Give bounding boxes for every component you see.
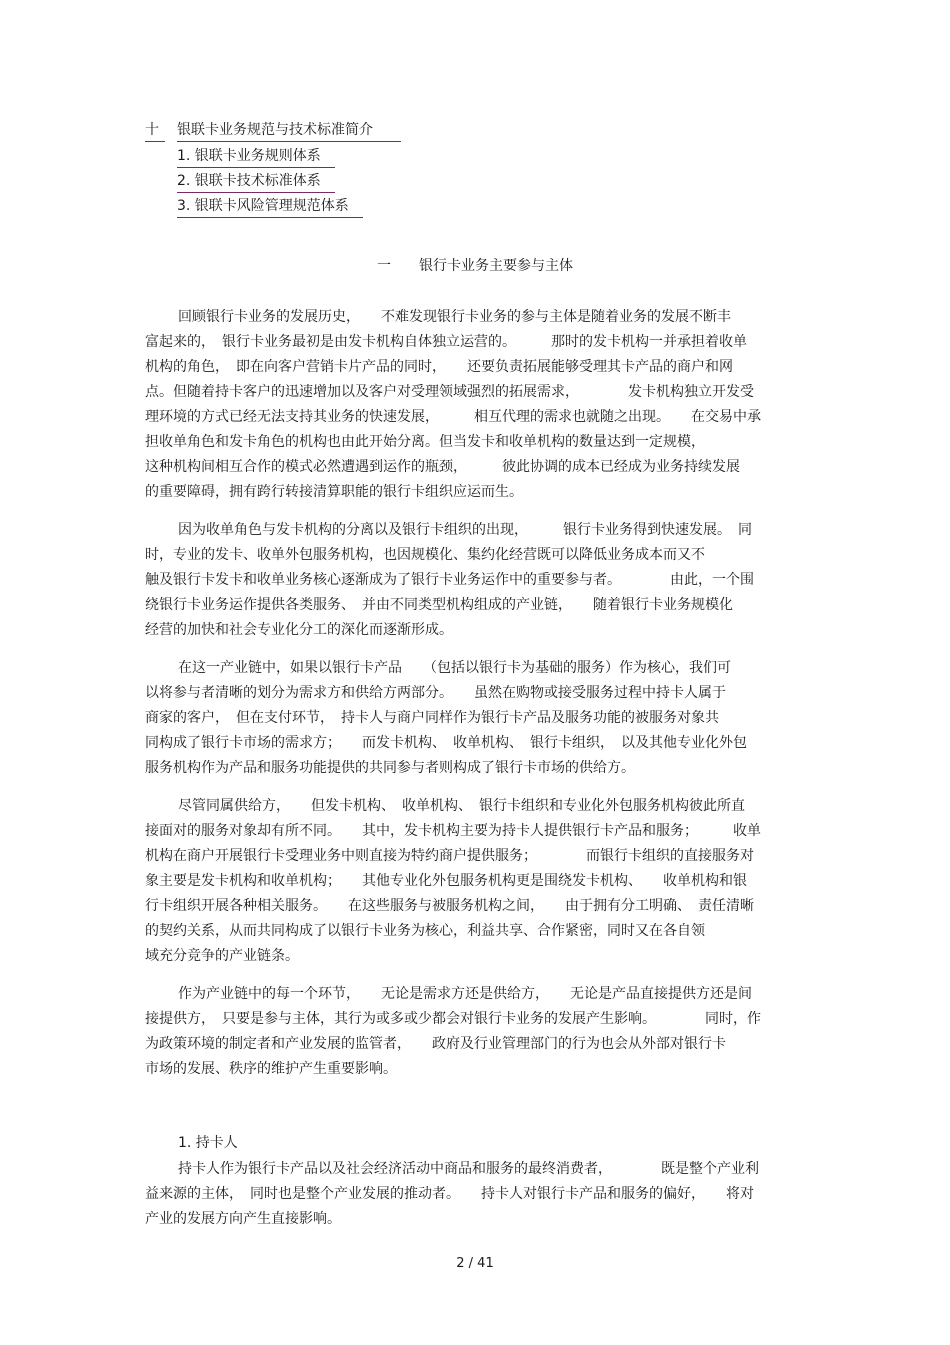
text-line: 同构成了银行卡市场的需求方； 而发卡机构、 收单机构、 银行卡组织， 以及其他专业化外包 bbox=[145, 735, 747, 751]
text-line: 担收单角色和发卡角色的机构也由此开始分离。但当发卡和收单机构的数量达到一定规模， bbox=[145, 434, 705, 450]
text-line: 市场的发展、秩序的维护产生重要影响。 bbox=[145, 1061, 397, 1077]
text-line: 象主要是发卡机构和收单机构； 其他专业化外包服务机构更是围绕发卡机构、 收单机构和银 bbox=[145, 873, 747, 889]
text-line: 尽管同属供给方， 但发卡机构、 收单机构、 银行卡组织和专业化外包服务机构彼此所直 bbox=[178, 798, 745, 814]
toc-heading[interactable] bbox=[145, 120, 401, 142]
toc-link[interactable]: 2. 银联卡技术标准体系 bbox=[177, 171, 335, 193]
section-title bbox=[0, 256, 950, 276]
text-line: 因为收单角色与发卡机构的分离以及银行卡组织的出现， 银行卡业务得到快速发展。 同 bbox=[178, 522, 752, 538]
text-line: 机构的角色， 即在向客户营销卡片产品的同时， 还要负责拓展能够受理其卡产品的商户和网 bbox=[145, 359, 733, 375]
text-line: 服务机构作为产品和服务功能提供的共同参与者则构成了银行卡市场的供给方。 bbox=[145, 760, 635, 776]
text-line: 回顾银行卡业务的发展历史， 不难发现银行卡业务的参与主体是随着业务的发展不断丰 bbox=[178, 309, 731, 325]
subsection-title: 1. 持卡人 bbox=[178, 1135, 238, 1151]
text-line: 接面对的服务对象却有所不同。 其中，发卡机构主要为持卡人提供银行卡产品和服务； 收单 bbox=[145, 823, 761, 839]
text-line: 以将参与者清晰的划分为需求方和供给方两部分。 虽然在购物或接受服务过程中持卡人属于 bbox=[145, 685, 726, 701]
text-line: 益来源的主体， 同时也是整个产业发展的推动者。 持卡人对银行卡产品和服务的偏好， 将对 bbox=[145, 1186, 754, 1202]
body-text bbox=[145, 305, 805, 1095]
text-line: 的契约关系，从而共同构成了以银行卡业务为核心，利益共享、合作紧密，同时又在各自领 bbox=[145, 923, 705, 939]
paragraph bbox=[145, 1157, 805, 1232]
text-line: 点。但随着持卡客户的迅速增加以及客户对受理领域强烈的拓展需求， 发卡机构独立开发受 bbox=[145, 384, 754, 400]
text-line: 经营的加快和社会专业化分工的深化而逐渐形成。 bbox=[145, 622, 453, 638]
text-line: 商家的客户， 但在支付环节， 持卡人与商户同样作为银行卡产品及服务功能的被服务对象共 bbox=[145, 710, 719, 726]
text-line: 这种机构间相互合作的模式必然遭遇到运作的瓶颈， 彼此协调的成本已经成为业务持续发展 bbox=[145, 459, 740, 475]
section-title-text: 银行卡业务主要参与主体 bbox=[419, 258, 573, 274]
text-line: 的重要障碍，拥有跨行转接清算职能的银行卡组织应运而生。 bbox=[145, 484, 523, 500]
text-line: 触及银行卡发卡和收单业务核心逐渐成为了银行卡业务运作中的重要参与者。 由此，一个围 bbox=[145, 572, 754, 588]
table-of-contents bbox=[145, 120, 401, 221]
text-line: 绕银行卡业务运作提供各类服务、 并由不同类型机构组成的产业链， 随着银行卡业务规模化 bbox=[145, 597, 733, 613]
text-line: 产业的发展方向产生直接影响。 bbox=[145, 1211, 341, 1227]
body-text-2 bbox=[145, 1157, 805, 1245]
paragraph bbox=[145, 656, 805, 781]
section-number: 一 bbox=[377, 258, 391, 274]
text-line: 接提供方， 只要是参与主体，其行为或多或少都会对银行卡业务的发展产生影响。 同时，作 bbox=[145, 1011, 761, 1027]
page-number: 2 / 41 bbox=[456, 1256, 494, 1271]
text-line: 行卡组织开展各种相关服务。 在这些服务与被服务机构之间， 由于拥有分工明确、 责任清晰 bbox=[145, 898, 754, 914]
text-line: 时，专业的发卡、收单外包服务机构，也因规模化、集约化经营既可以降低业务成本而又不 bbox=[145, 547, 705, 563]
toc-heading-number: 十 bbox=[145, 120, 165, 142]
paragraph bbox=[145, 305, 805, 505]
toc-link[interactable]: 3. 银联卡风险管理规范体系 bbox=[177, 196, 363, 218]
paragraph bbox=[145, 982, 805, 1082]
text-line: 理环境的方式已经无法支持其业务的快速发展， 相互代理的需求也就随之出现。 在交易中承 bbox=[145, 409, 761, 425]
text-line: 域充分竞争的产业链条。 bbox=[145, 948, 299, 964]
text-line: 为政策环境的制定者和产业发展的监管者， 政府及行业管理部门的行为也会从外部对银行卡 bbox=[145, 1036, 726, 1052]
paragraph bbox=[145, 794, 805, 969]
toc-link[interactable]: 1. 银联卡业务规则体系 bbox=[177, 146, 335, 168]
toc-heading-title: 银联卡业务规范与技术标准简介 bbox=[177, 120, 401, 142]
text-line: 在这一产业链中，如果以银行卡产品 （包括以银行卡为基础的服务）作为核心，我们可 bbox=[178, 660, 731, 676]
text-line: 持卡人作为银行卡产品以及社会经济活动中商品和服务的最终消费者， 既是整个产业利 bbox=[178, 1161, 759, 1177]
text-line: 作为产业链中的每一个环节， 无论是需求方还是供给方， 无论是产品直接提供方还是间 bbox=[178, 986, 752, 1002]
text-line: 富起来的， 银行卡业务最初是由发卡机构自体独立运营的。 那时的发卡机构一并承担着收单 bbox=[145, 334, 747, 350]
paragraph bbox=[145, 518, 805, 643]
text-line: 机构在商户开展银行卡受理业务中则直接为特约商户提供服务； 而银行卡组织的直接服务对 bbox=[145, 848, 754, 864]
